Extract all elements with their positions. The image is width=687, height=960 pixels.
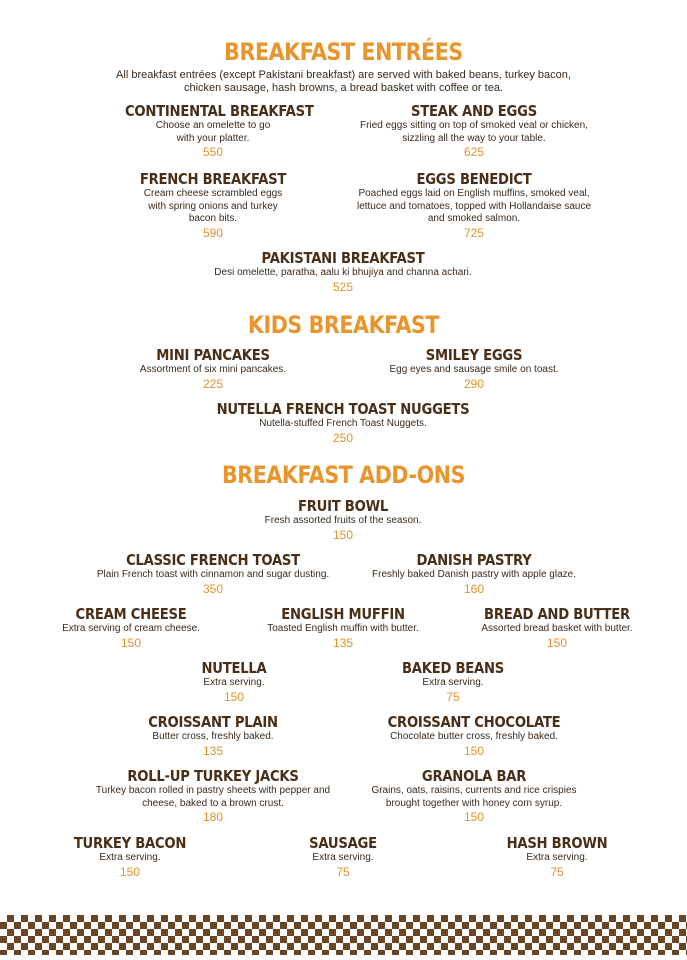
item-desc: Cream cheese scrambled eggs with spring onions and turkey bacon bits. <box>143 188 283 224</box>
menu-item <box>60 834 200 879</box>
item-name: EGGS BENEDICT <box>416 170 532 188</box>
item-price: 75 <box>336 864 350 879</box>
menu-item <box>193 400 493 445</box>
item-desc: Poached eggs laid on English muffins, smoked veal, lettuce and tomatoes, topped with Hollandaise sauce and smoked salmon. <box>356 188 592 224</box>
item-name: PAKISTANI BREAKFAST <box>261 249 425 267</box>
item-desc: Grains, oats, raisins, currents and rice crispies brought together with honey corn syrup. <box>371 785 577 809</box>
section-title-kids: KIDS BREAKFAST <box>247 311 440 339</box>
item-name: CREAM CHEESE <box>75 605 187 623</box>
item-desc: Desi omelette, paratha, aalu ki bhujiya and channa achari. <box>214 267 472 278</box>
menu-item <box>344 102 604 159</box>
item-name: FRENCH BREAKFAST <box>139 170 287 188</box>
item-price: 525 <box>332 279 354 294</box>
item-price: 160 <box>463 581 485 596</box>
item-name: NUTELLA FRENCH TOAST NUGGETS <box>216 400 470 418</box>
menu-item <box>113 346 313 391</box>
item-name: BAKED BEANS <box>401 659 505 677</box>
item-price: 135 <box>332 635 354 650</box>
item-name: CONTINENTAL BREAKFAST <box>125 102 314 120</box>
item-price: 150 <box>119 864 141 879</box>
item-price: 590 <box>202 225 224 240</box>
item-price: 135 <box>202 743 224 758</box>
menu-item <box>354 551 594 596</box>
item-desc: Extra serving. <box>526 852 588 863</box>
item-price: 290 <box>463 376 485 391</box>
item-name: HASH BROWN <box>506 834 608 852</box>
item-price: 75 <box>550 864 564 879</box>
item-name: ROLL-UP TURKEY JACKS <box>127 767 299 785</box>
item-name: TURKEY BACON <box>73 834 187 852</box>
item-name: SMILEY EGGS <box>425 346 523 364</box>
menu-item <box>123 713 303 758</box>
menu-item <box>83 767 343 824</box>
menu-item <box>193 249 493 294</box>
menu-item <box>492 834 622 879</box>
item-desc: Chocolate butter cross, freshly baked. <box>390 731 558 742</box>
item-name: NUTELLA <box>201 659 267 677</box>
item-price: 250 <box>332 430 354 445</box>
menu-item <box>467 605 647 650</box>
menu-item <box>223 497 463 542</box>
menu-item <box>113 170 313 240</box>
item-name: FRUIT BOWL <box>297 497 389 515</box>
section-title-addons: BREAKFAST ADD-ONS <box>221 461 466 489</box>
item-price: 725 <box>463 225 485 240</box>
item-name: SAUSAGE <box>309 834 377 852</box>
item-price: 225 <box>202 376 224 391</box>
item-desc: Extra serving of cream cheese. <box>62 623 200 634</box>
menu-item <box>364 713 584 758</box>
item-desc: Assorted bread basket with butter. <box>481 623 633 634</box>
menu-item <box>113 102 313 159</box>
item-desc: Extra serving. <box>422 677 484 688</box>
item-price: 150 <box>463 743 485 758</box>
item-price: 150 <box>546 635 568 650</box>
checkered-border <box>0 915 687 955</box>
item-desc: Plain French toast with cinnamon and sugar dusting. <box>96 569 330 580</box>
item-name: ENGLISH MUFFIN <box>281 605 405 623</box>
item-desc: Extra serving. <box>99 852 161 863</box>
item-price: 150 <box>332 527 354 542</box>
menu-item <box>46 605 216 650</box>
menu-item <box>154 659 314 704</box>
item-desc: Fresh assorted fruits of the season. <box>264 515 422 526</box>
item-name: MINI PANCAKES <box>156 346 270 364</box>
menu-item <box>283 834 403 879</box>
entrees-intro: All breakfast entrées (except Pakistani breakfast) are served with baked beans, turkey bacon, chicken sausage, hash browns, a bread basket with coffee or tea. <box>116 69 571 94</box>
item-desc: Turkey bacon rolled in pastry sheets with pepper and cheese, baked to a brown crust. <box>95 785 331 809</box>
item-price: 150 <box>120 635 142 650</box>
item-desc: Assortment of six mini pancakes. <box>139 364 287 375</box>
item-name: CROISSANT PLAIN <box>148 713 278 731</box>
item-desc: Choose an omelette to go with your platter. <box>155 120 271 144</box>
menu-item <box>78 551 348 596</box>
section-title-entrees: BREAKFAST ENTRÉES <box>224 38 463 66</box>
item-desc: Butter cross, freshly baked. <box>152 731 274 742</box>
menu-item <box>373 659 533 704</box>
item-name: STEAK AND EGGS <box>411 102 537 120</box>
item-name: CROISSANT CHOCOLATE <box>387 713 561 731</box>
item-desc: Egg eyes and sausage smile on toast. <box>389 364 559 375</box>
item-desc: Extra serving. <box>312 852 374 863</box>
item-name: CLASSIC FRENCH TOAST <box>126 551 300 569</box>
menu-item <box>344 170 604 240</box>
item-desc: Nutella-stuffed French Toast Nuggets. <box>259 418 427 429</box>
item-price: 75 <box>446 689 460 704</box>
item-price: 625 <box>463 145 485 159</box>
menu-item <box>253 605 433 650</box>
item-desc: Fried eggs sitting on top of smoked veal or chicken, sizzling all the way to your table. <box>360 120 588 144</box>
item-desc: Freshly baked Danish pastry with apple glaze. <box>372 569 576 580</box>
item-desc: Toasted English muffin with butter. <box>267 623 419 634</box>
item-price: 350 <box>202 581 224 596</box>
item-name: BREAD AND BUTTER <box>484 605 630 623</box>
item-price: 550 <box>202 145 224 159</box>
item-name: DANISH PASTRY <box>416 551 532 569</box>
menu-item <box>359 767 589 824</box>
item-price: 150 <box>463 810 485 824</box>
menu-item <box>364 346 584 391</box>
item-desc: Extra serving. <box>203 677 265 688</box>
item-price: 180 <box>202 810 224 824</box>
item-name: GRANOLA BAR <box>421 767 527 785</box>
item-price: 150 <box>223 689 245 704</box>
